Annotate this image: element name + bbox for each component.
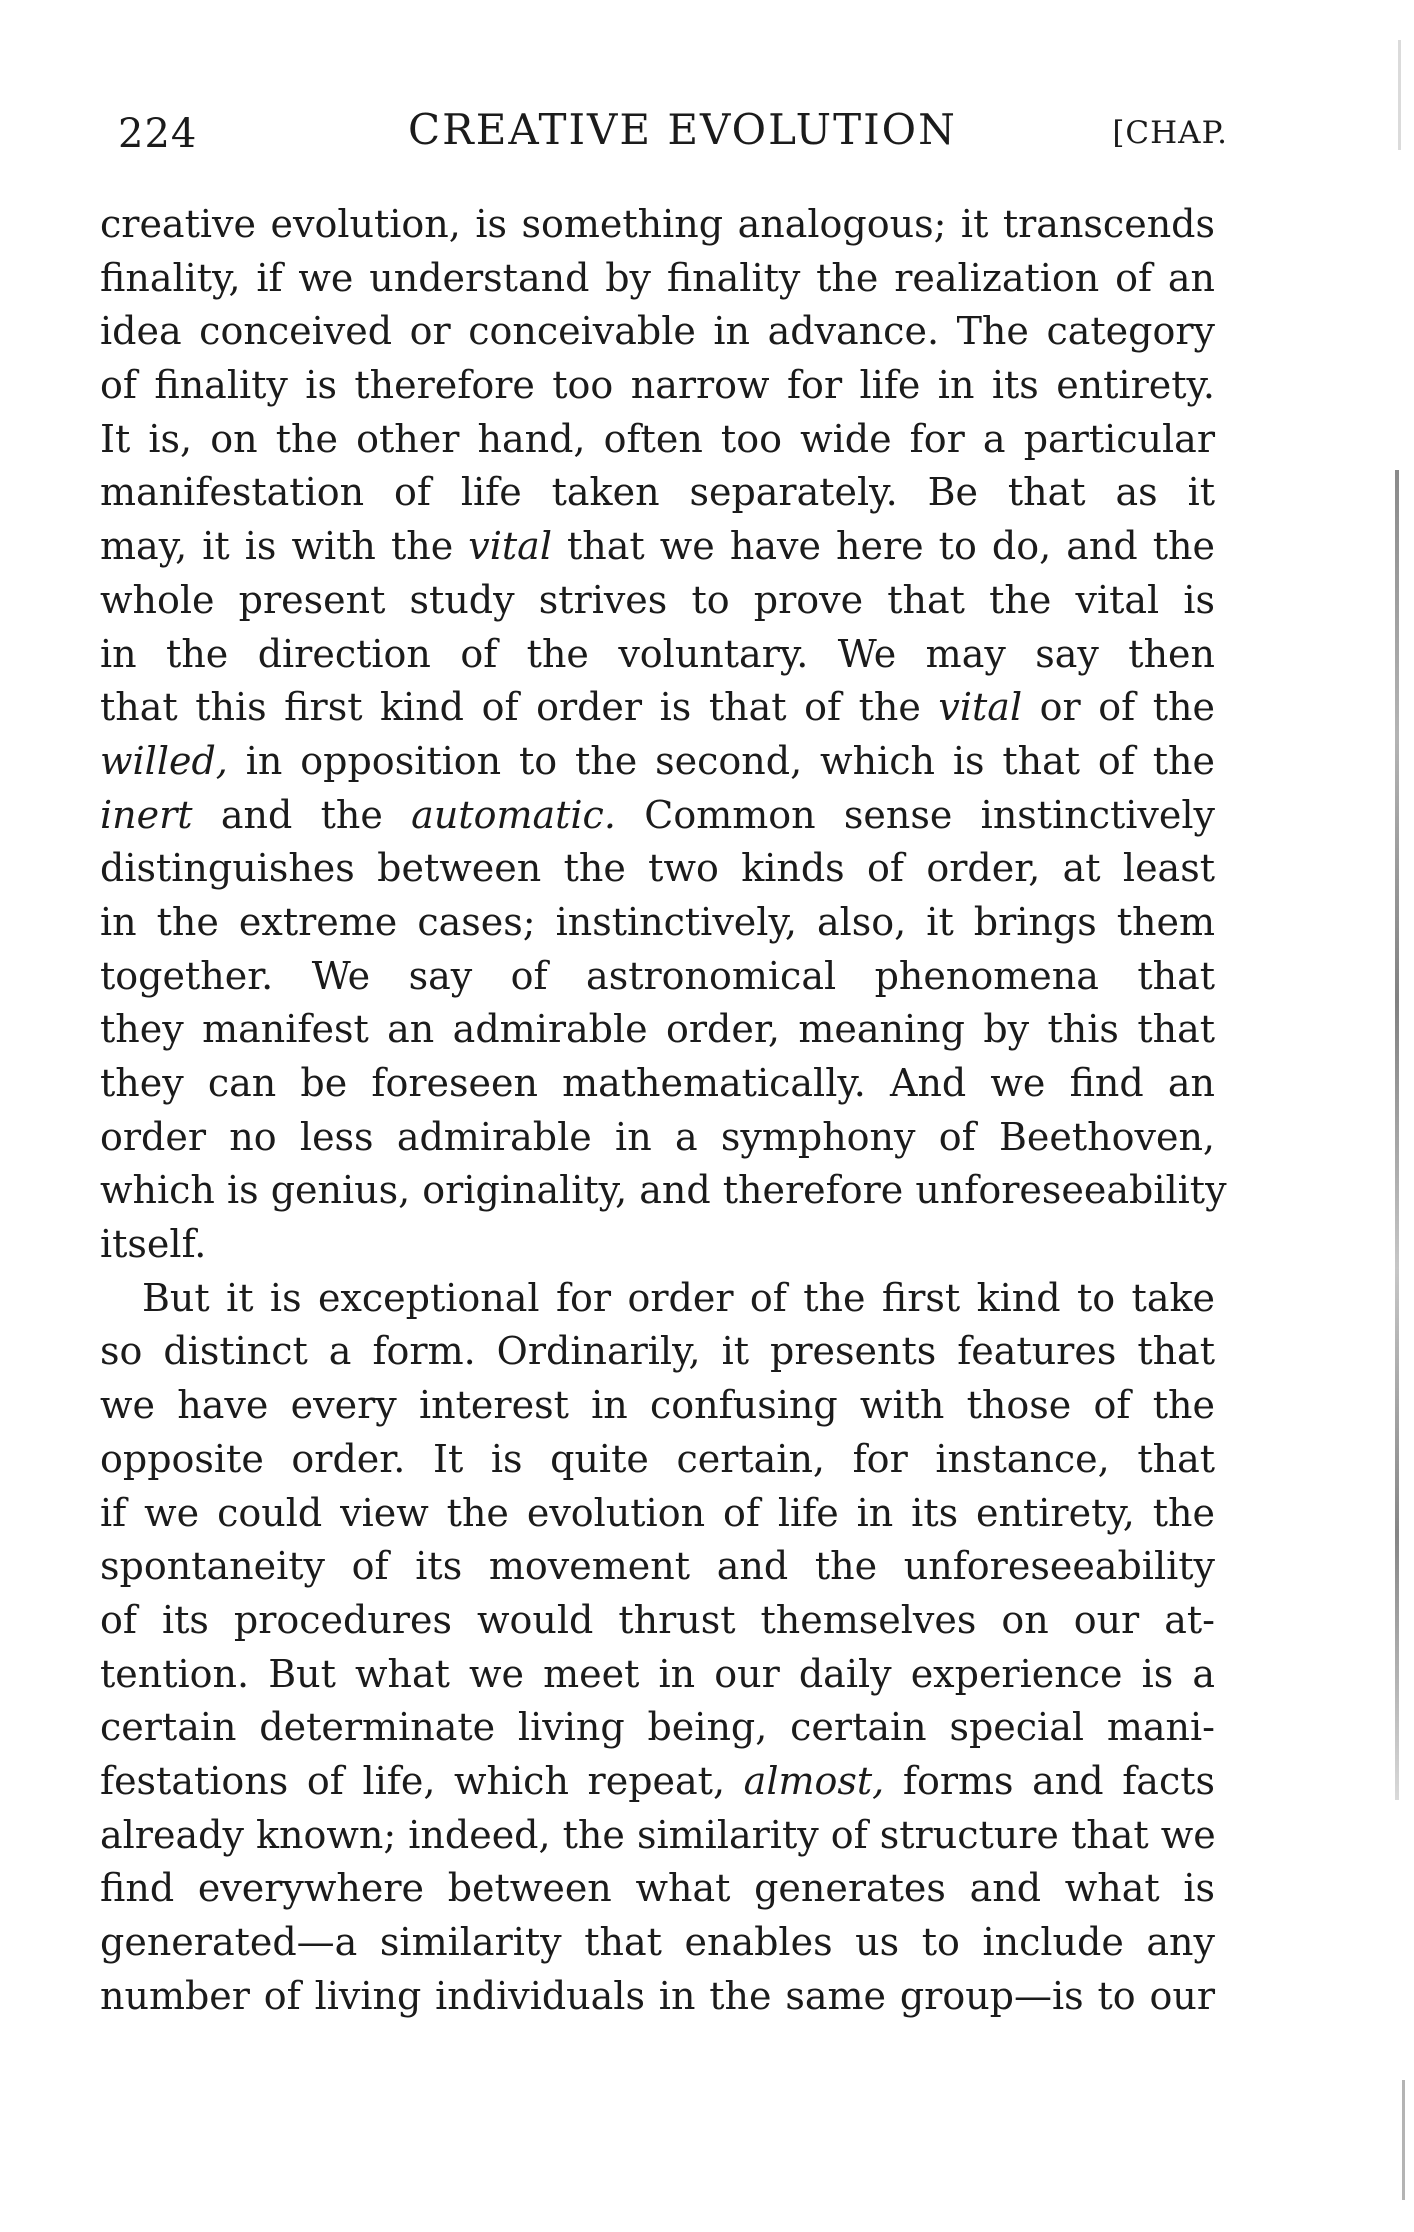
text-run: may, it is with the xyxy=(100,524,469,569)
text-line xyxy=(100,1594,1215,1648)
text-line xyxy=(100,466,1215,520)
text-line xyxy=(100,1379,1215,1433)
text-line xyxy=(100,1809,1215,1863)
text-run: of its procedures would thrust themselves on our at- xyxy=(100,1597,1215,1642)
text-run: order no less admirable in a symphony of Beethoven, xyxy=(100,1114,1215,1159)
text-run: in opposition to the second, which is that of the xyxy=(227,738,1215,783)
text-run: idea conceived or conceivable in advance. The category xyxy=(100,309,1215,354)
italic-text: vital xyxy=(938,685,1023,730)
text-line xyxy=(100,896,1215,950)
text-run: creative evolution, is something analogous; it transcends xyxy=(100,202,1215,246)
text-line xyxy=(100,842,1215,896)
text-run: number of living individuals in the same group—is to our xyxy=(100,1973,1215,2018)
text-line xyxy=(100,1057,1215,1111)
text-run: or of the xyxy=(1022,685,1215,730)
text-run: forms and facts xyxy=(884,1758,1216,1803)
text-run: festations of life, which repeat, xyxy=(100,1758,744,1803)
text-run: tention. But what we meet in our daily experience is a xyxy=(100,1651,1215,1696)
italic-text: automatic. xyxy=(411,792,616,837)
text-run: finality, if we understand by finality the realization of an xyxy=(100,255,1215,300)
italic-text: vital xyxy=(468,524,552,569)
text-run: opposite order. It is quite certain, for instance, that xyxy=(100,1436,1215,1481)
text-line xyxy=(100,198,1215,252)
text-run: of finality is therefore too narrow for life in its entirety. xyxy=(100,363,1215,408)
text-line xyxy=(100,950,1215,1004)
text-line xyxy=(100,252,1215,306)
text-line xyxy=(100,735,1215,789)
text-line xyxy=(100,520,1215,574)
text-line xyxy=(100,681,1215,735)
chapter-mark: [CHAP. xyxy=(1112,115,1228,151)
text-run: It is, on the other hand, often too wide for a particular xyxy=(100,416,1215,461)
text-run: that this first kind of order is that of the xyxy=(100,685,939,730)
text-line xyxy=(100,1755,1215,1809)
text-run: they manifest an admirable order, meaning by this that xyxy=(100,1007,1215,1052)
text-line xyxy=(100,1970,1215,2024)
text-line xyxy=(100,413,1215,467)
text-run: itself. xyxy=(100,1222,207,1267)
text-line xyxy=(100,1325,1215,1379)
text-line xyxy=(100,359,1215,413)
text-run: spontaneity of its movement and the unforeseeability xyxy=(100,1544,1215,1589)
text-line xyxy=(100,1111,1215,1165)
text-run: in the extreme cases; instinctively, also, it brings them xyxy=(100,899,1215,944)
italic-text: willed, xyxy=(100,738,228,783)
text-run: which is genius, originality, and therefore unforeseeability xyxy=(100,1168,1227,1213)
text-run: they can be foreseen mathematically. And we find an xyxy=(100,1061,1215,1105)
text-run: in the direction of the voluntary. We may say then xyxy=(100,631,1215,676)
text-line xyxy=(100,1648,1215,1702)
text-line xyxy=(100,1916,1215,1970)
text-run: so distinct a form. Ordinarily, it presents features that xyxy=(100,1329,1215,1374)
text-line xyxy=(100,1272,1215,1326)
scan-artifact xyxy=(1395,470,1399,1800)
text-run: already known; indeed, the similarity of structure that we xyxy=(100,1812,1216,1857)
text-line xyxy=(100,1487,1215,1541)
text-run: But it is exceptional for order of the first kind to take xyxy=(142,1275,1215,1320)
italic-text: inert xyxy=(100,792,193,837)
text-line xyxy=(100,1862,1215,1916)
text-run: Common sense instinctively xyxy=(615,792,1215,837)
body-text xyxy=(100,198,1227,2023)
text-line xyxy=(100,574,1215,628)
text-run: certain determinate living being, certain special mani- xyxy=(100,1705,1215,1750)
text-run: generated—a similarity that enables us to include any xyxy=(100,1920,1215,1964)
text-line xyxy=(100,305,1215,359)
page-number: 224 xyxy=(118,111,198,157)
text-run: manifestation of life taken separately. Be that as it xyxy=(100,470,1215,515)
text-run: whole present study strives to prove that the vital is xyxy=(100,577,1215,622)
scan-artifact xyxy=(1398,40,1401,150)
text-run: together. We say of astronomical phenomena that xyxy=(100,953,1215,998)
text-line xyxy=(100,1218,1215,1272)
text-line xyxy=(100,789,1215,843)
text-line xyxy=(100,628,1215,682)
text-line xyxy=(100,1164,1227,1218)
text-run: and the xyxy=(192,792,412,837)
text-run: find everywhere between what generates and what is xyxy=(100,1866,1215,1911)
text-line xyxy=(100,1540,1215,1594)
text-run: that we have here to do, and the xyxy=(551,524,1215,569)
text-line xyxy=(100,1433,1215,1487)
text-run: if we could view the evolution of life in its entirety, the xyxy=(100,1490,1215,1535)
scan-artifact xyxy=(1402,2080,1405,2200)
text-run: we have every interest in confusing with those of the xyxy=(100,1383,1215,1428)
page-header xyxy=(118,105,1238,165)
italic-text: almost, xyxy=(743,1758,885,1803)
text-line xyxy=(100,1701,1215,1755)
text-line xyxy=(100,1003,1215,1057)
text-run: distinguishes between the two kinds of order, at least xyxy=(100,846,1215,891)
running-title: CREATIVE EVOLUTION xyxy=(408,105,957,154)
